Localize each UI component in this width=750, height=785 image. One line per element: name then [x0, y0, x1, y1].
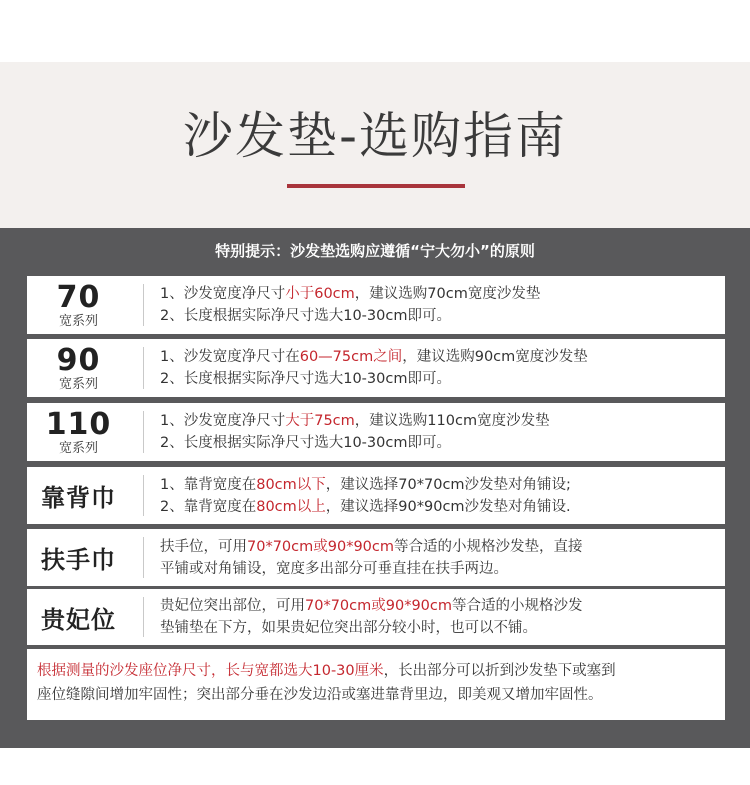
line-1 — [160, 536, 715, 558]
highlight-text: 60—75cm之间 — [299, 349, 403, 365]
line-2: 垫铺垫在下方，如果贵妃位突出部分较小时，也可以不铺。 — [160, 620, 537, 636]
text: ，建议选择90*90cm沙发垫对角铺设. — [325, 498, 571, 515]
divider — [143, 411, 144, 453]
line-1 — [160, 474, 715, 496]
text: 等合适的小规格沙发 — [452, 598, 583, 614]
highlight-text: 70*70cm或90*90cm — [305, 598, 452, 614]
row-label — [27, 403, 130, 461]
category-label: 贵妃位 — [41, 605, 116, 634]
row-description — [160, 403, 715, 461]
text: ，建议选购90cm宽度沙发垫 — [402, 349, 588, 365]
text: 扶手位，可用 — [160, 538, 247, 555]
size-number: 90 — [56, 342, 101, 378]
text: 贵妃位突出部位，可用 — [160, 598, 305, 614]
line-2 — [160, 496, 715, 518]
category-label: 扶手巾 — [41, 546, 116, 574]
highlight-text: 80cm以下 — [256, 476, 326, 493]
size-row-70 — [27, 276, 725, 334]
special-notice: 特别提示：沙发垫选购应遵循“宁大勿小”的原则 — [215, 242, 535, 260]
highlight-text: 小于60cm — [285, 286, 355, 302]
line-2: 2、长度根据实际净尺寸选大10-30cm即可。 — [160, 308, 451, 324]
size-series-label: 宽系列 — [58, 440, 98, 456]
divider — [143, 597, 144, 637]
chaise-row — [27, 589, 725, 645]
row-description — [160, 339, 715, 397]
highlight-text: 70*70cm或90*90cm — [247, 538, 394, 555]
row-label — [27, 276, 130, 334]
text: ，长出部分可以折到沙发垫下或塞到 — [383, 663, 616, 679]
category-label: 靠背巾 — [41, 484, 116, 512]
highlight-text: 大于75cm — [285, 413, 355, 429]
text: 1、沙发宽度净尺寸 — [160, 286, 286, 302]
size-number: 110 — [45, 406, 112, 442]
armrest-towel-row — [27, 529, 725, 586]
line-1 — [160, 346, 715, 368]
row-description — [160, 589, 715, 645]
measurement-note — [27, 649, 725, 720]
size-row-110 — [27, 403, 725, 461]
row-label — [27, 529, 130, 586]
text: 1、沙发宽度净尺寸 — [160, 413, 286, 429]
line-2: 2、长度根据实际净尺寸选大10-30cm即可。 — [160, 435, 451, 451]
text: 等合适的小规格沙发垫，直接 — [394, 538, 583, 555]
text: 2、靠背宽度在 — [160, 498, 257, 515]
text: 1、沙发宽度净尺寸在 — [160, 349, 300, 365]
backrest-towel-row — [27, 467, 725, 524]
text: 座位缝隙间增加牢固性；突出部分垂在沙发边沿或塞进靠背里边，即美观又增加牢固性。 — [37, 687, 603, 703]
page-title: 沙发垫-选购指南 — [182, 107, 568, 165]
size-row-90 — [27, 339, 725, 397]
line-1 — [160, 410, 715, 432]
text: ，建议选购110cm宽度沙发垫 — [354, 413, 550, 429]
line-2: 平铺或对角铺设，宽度多出部分可垂直挂在扶手两边。 — [160, 560, 508, 577]
line-1 — [160, 595, 715, 617]
title-underline — [287, 184, 465, 188]
size-series-label: 宽系列 — [58, 376, 98, 392]
divider — [143, 537, 144, 578]
line-1 — [160, 283, 715, 305]
row-label — [27, 339, 130, 397]
row-description — [160, 276, 715, 334]
row-label — [27, 467, 130, 524]
row-description — [160, 467, 715, 524]
size-series-label: 宽系列 — [58, 313, 98, 329]
text: 1、靠背宽度在 — [160, 476, 257, 493]
divider — [143, 475, 144, 516]
row-label — [27, 589, 130, 645]
size-number: 70 — [56, 279, 101, 315]
row-description — [160, 529, 715, 586]
highlight-text: 80cm以上 — [256, 498, 326, 515]
highlight-text: 根据测量的沙发座位净尺寸，长与宽都选大10-30厘米 — [37, 663, 384, 679]
text: ，建议选择70*70cm沙发垫对角铺设; — [325, 476, 571, 493]
text: ，建议选购70cm宽度沙发垫 — [354, 286, 541, 302]
line-2: 2、长度根据实际净尺寸选大10-30cm即可。 — [160, 371, 451, 387]
divider — [143, 347, 144, 389]
divider — [143, 284, 144, 326]
